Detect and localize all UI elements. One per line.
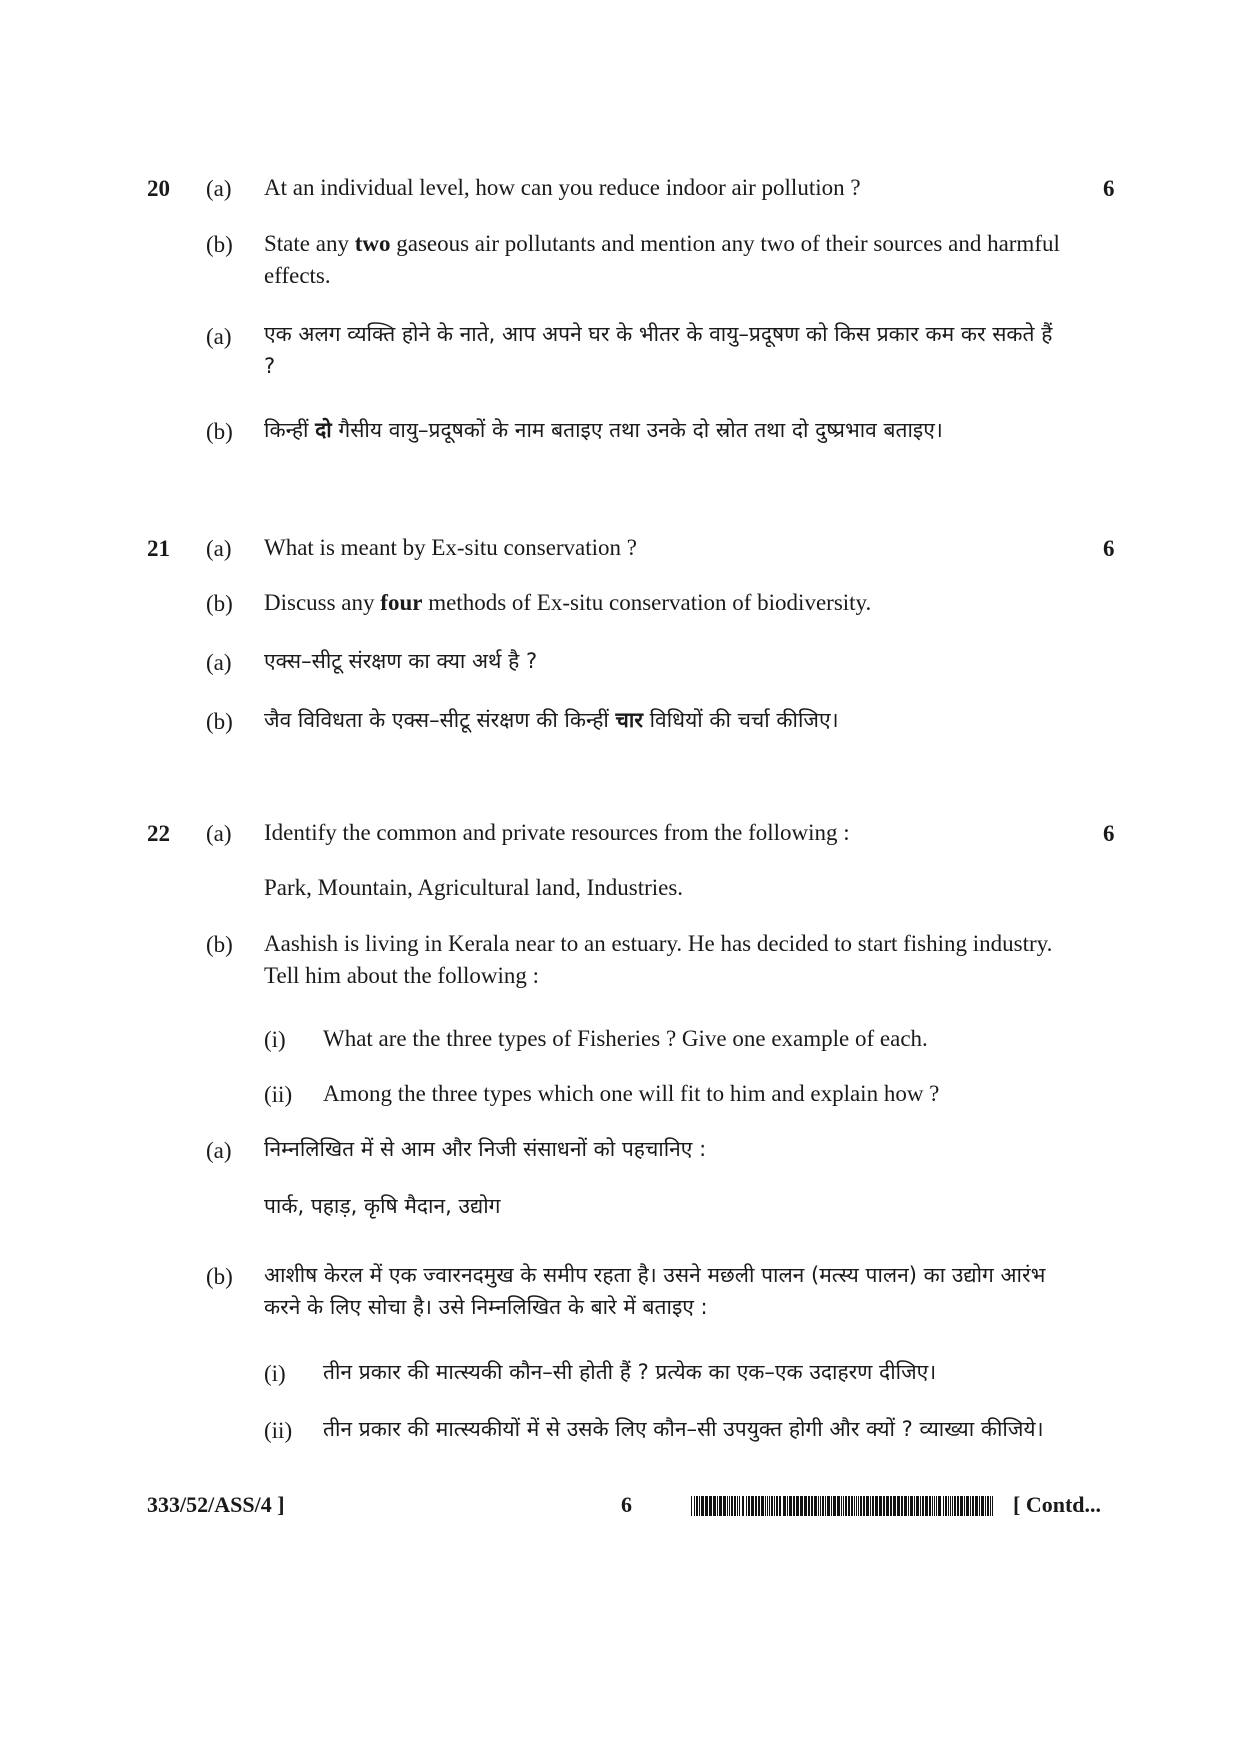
barcode-bar [699,1496,700,1516]
question-number-22: 22 [147,821,170,846]
barcode-bar [691,1496,692,1516]
barcode-bar [694,1496,695,1516]
barcode-bar [820,1496,821,1516]
q21-hi-a-text: एक्स–सीटू संरक्षण का क्या अर्थ है ? [264,649,538,673]
question-number-21: 21 [147,536,170,561]
barcode-bar [787,1496,788,1516]
barcode-bar [713,1496,716,1516]
barcode-bar [910,1496,913,1516]
barcode-bar [908,1496,909,1516]
barcode-bar [841,1496,842,1516]
barcode-bar [866,1496,869,1516]
question-number-20: 20 [147,176,170,201]
barcode-bar [845,1496,847,1516]
barcode-bar [987,1496,989,1516]
q22-hi-b-label: (b) [206,1264,233,1289]
q22-hi-a-list: पार्क, पहाड़, कृषि मैदान, उद्योग [264,1194,501,1218]
barcode-bar [975,1496,978,1516]
q21-hi-b-label: (b) [206,709,233,734]
barcode-bar [897,1496,900,1516]
barcode-bar [990,1496,991,1516]
contd-label: [ Contd... [1013,1492,1102,1517]
barcode-bar [890,1496,892,1516]
barcode-bar [796,1496,799,1516]
q22-b-i-label: (i) [264,1027,286,1052]
barcode-bar [783,1496,786,1516]
barcode-bar [769,1496,770,1516]
q20-b-label: (b) [206,232,233,257]
page-number: 6 [621,1492,632,1517]
barcode-bar [818,1496,819,1516]
barcode-bar [831,1496,832,1516]
barcode-bar [954,1496,956,1516]
barcode-bar [739,1496,740,1516]
barcode-bar [789,1496,792,1516]
barcode-bar [746,1496,747,1516]
q22-hi-a-label: (a) [206,1138,232,1163]
barcode-bar [945,1496,947,1516]
barcode-bar [925,1496,928,1516]
barcode-bar [719,1496,722,1516]
barcode-bar [901,1496,903,1516]
barcode-bar [879,1496,882,1516]
barcode-bar [800,1496,803,1516]
barcode-bar [793,1496,795,1516]
q22-a-label: (a) [206,821,232,846]
q20-b-text: State any two gaseous air pollutants and mention any two of their sources and harmful effects. [264,231,1060,288]
barcode-bar [851,1496,853,1516]
barcode-bar [848,1496,850,1516]
barcode-bar [761,1496,764,1516]
barcode-bar [957,1496,959,1516]
barcode-bar [833,1496,836,1516]
barcode-bar [952,1496,953,1516]
barcode-bar [827,1496,830,1516]
barcode-bar [914,1496,915,1516]
q21-b-label: (b) [206,591,233,616]
barcode-bar [843,1496,844,1516]
q22-b-label: (b) [206,932,233,957]
barcode-bar [870,1496,871,1516]
q22-hi-a-text: निम्नलिखित में से आम और निजी संसाधनों को पहचानिए : [264,1137,707,1161]
barcode-bar [825,1496,826,1516]
barcode-bar [854,1496,855,1516]
barcode-bar [893,1496,896,1516]
barcode-bar [814,1496,817,1516]
barcode-bar [904,1496,907,1516]
barcode-bar [822,1496,824,1516]
barcode-bar [723,1496,726,1516]
barcode-bar [742,1496,744,1516]
q22-hi-b-i-text: तीन प्रकार की मात्स्यकी कौन–सी होती हैं ? प्रत्येक का एक–एक उदाहरण दीजिए। [323,1360,937,1384]
barcode-bar [985,1496,986,1516]
barcode-bar [696,1496,698,1516]
barcode-bar [948,1496,949,1516]
q20-hi-a-label: (a) [206,324,232,349]
barcode-bar [860,1496,862,1516]
barcode-bar [916,1496,919,1516]
q22-hi-b-ii-label: (ii) [264,1418,293,1443]
barcode-bar [883,1496,885,1516]
barcode-bar [922,1496,924,1516]
q20-hi-b-label: (b) [206,419,233,444]
q22-a-list: Park, Mountain, Agricultural land, Industries. [264,875,684,900]
q20-hi-a-text: एक अलग व्यक्ति होने के नाते, आप अपने घर के भीतर के वायु–प्रदूषण को किस प्रकार कम कर सकते हैं ? [264,322,1053,378]
barcode-bar [727,1496,728,1516]
q21-a-label: (a) [206,536,232,561]
barcode-image [691,1496,994,1516]
barcode-bar [731,1496,733,1516]
barcode-bar [920,1496,921,1516]
barcode-bar [748,1496,750,1516]
barcode-bar [755,1496,757,1516]
q22-b-text: Aashish is living in Kerala near to an estuary. He has decided to start fishing industry. Tell him about the following : [264,931,1053,988]
barcode-bar [774,1496,775,1516]
q22-b-i-text: What are the three types of Fisheries ? Give one example of each. [323,1026,928,1051]
barcode-bar [804,1496,807,1516]
q22-hi-b-ii-text: तीन प्रकार की मात्स्यकीयों में से उसके लिए कौन–सी उपयुक्त होगी और क्यों ? व्याख्या कीजिये। [323,1417,1044,1441]
barcode-bar [936,1496,937,1516]
paper-code: 333/52/ASS/4 ] [147,1492,285,1517]
barcode-bar [872,1496,874,1516]
barcode-bar [938,1496,941,1516]
barcode-bar [929,1496,931,1516]
barcode-bar [705,1496,708,1516]
barcode-bar [934,1496,935,1516]
barcode-bar [858,1496,859,1516]
barcode-bar [992,1496,993,1516]
q20-hi-b-text: किन्हीं दो गैसीय वायु–प्रदूषकों के नाम बताइए तथा उनके दो स्रोत तथा दो दुष्प्रभाव बताइए। [264,418,943,442]
q22-hi-b-i-label: (i) [264,1361,286,1386]
barcode-bar [960,1496,963,1516]
barcode-bar [758,1496,760,1516]
barcode-bar [979,1496,980,1516]
barcode-bar [837,1496,840,1516]
q21-a-text: What is meant by Ex-situ conservation ? [264,535,638,560]
barcode-bar [964,1496,965,1516]
barcode-bar [808,1496,810,1516]
barcode-bar [765,1496,766,1516]
barcode-bar [767,1496,768,1516]
barcode-bar [950,1496,951,1516]
barcode-bar [779,1496,781,1516]
barcode-bar [771,1496,773,1516]
barcode-bar [875,1496,878,1516]
barcode-bar [970,1496,971,1516]
q22-marks: 6 [1103,821,1115,846]
barcode-bar [863,1496,865,1516]
barcode-bar [856,1496,857,1516]
q20-marks: 6 [1103,176,1115,201]
q22-hi-b-text: आशीष केरल में एक ज्वारनदमुख के समीप रहता है। उसने मछली पालन (मत्स्य पालन) का उद्योग आरंभ करने के लिए सोचा है। उसे निम्नलिखित के बारे में बताइए : [264,1263,1046,1319]
barcode-bar [932,1496,933,1516]
q20-a-text: At an individual level, how can you reduce indoor air pollution ? [264,175,861,200]
q22-b-ii-label: (ii) [264,1082,293,1107]
barcode-bar [776,1496,778,1516]
q21-hi-a-label: (a) [206,650,232,675]
barcode-bar [981,1496,984,1516]
barcode-bar [972,1496,974,1516]
barcode-bar [701,1496,704,1516]
q22-a-text: Identify the common and private resources from the following : [264,820,850,845]
barcode-bar [737,1496,738,1516]
q22-b-ii-text: Among the three types which one will fit to him and explain how ? [323,1081,940,1106]
barcode-bar [943,1496,944,1516]
barcode-bar [751,1496,754,1516]
barcode-bar [886,1496,889,1516]
barcode-bar [709,1496,712,1516]
q21-marks: 6 [1103,536,1115,561]
q21-hi-b-text: जैव विविधता के एक्स–सीटू संरक्षण की किन्हीं चार विधियों की चर्चा कीजिए। [264,708,839,732]
barcode-bar [729,1496,730,1516]
barcode-bar [734,1496,736,1516]
barcode-bar [966,1496,969,1516]
q20-a-label: (a) [206,176,232,201]
barcode-bar [717,1496,718,1516]
barcode-bar [811,1496,813,1516]
q21-b-text: Discuss any four methods of Ex-situ conservation of biodiversity. [264,590,872,615]
